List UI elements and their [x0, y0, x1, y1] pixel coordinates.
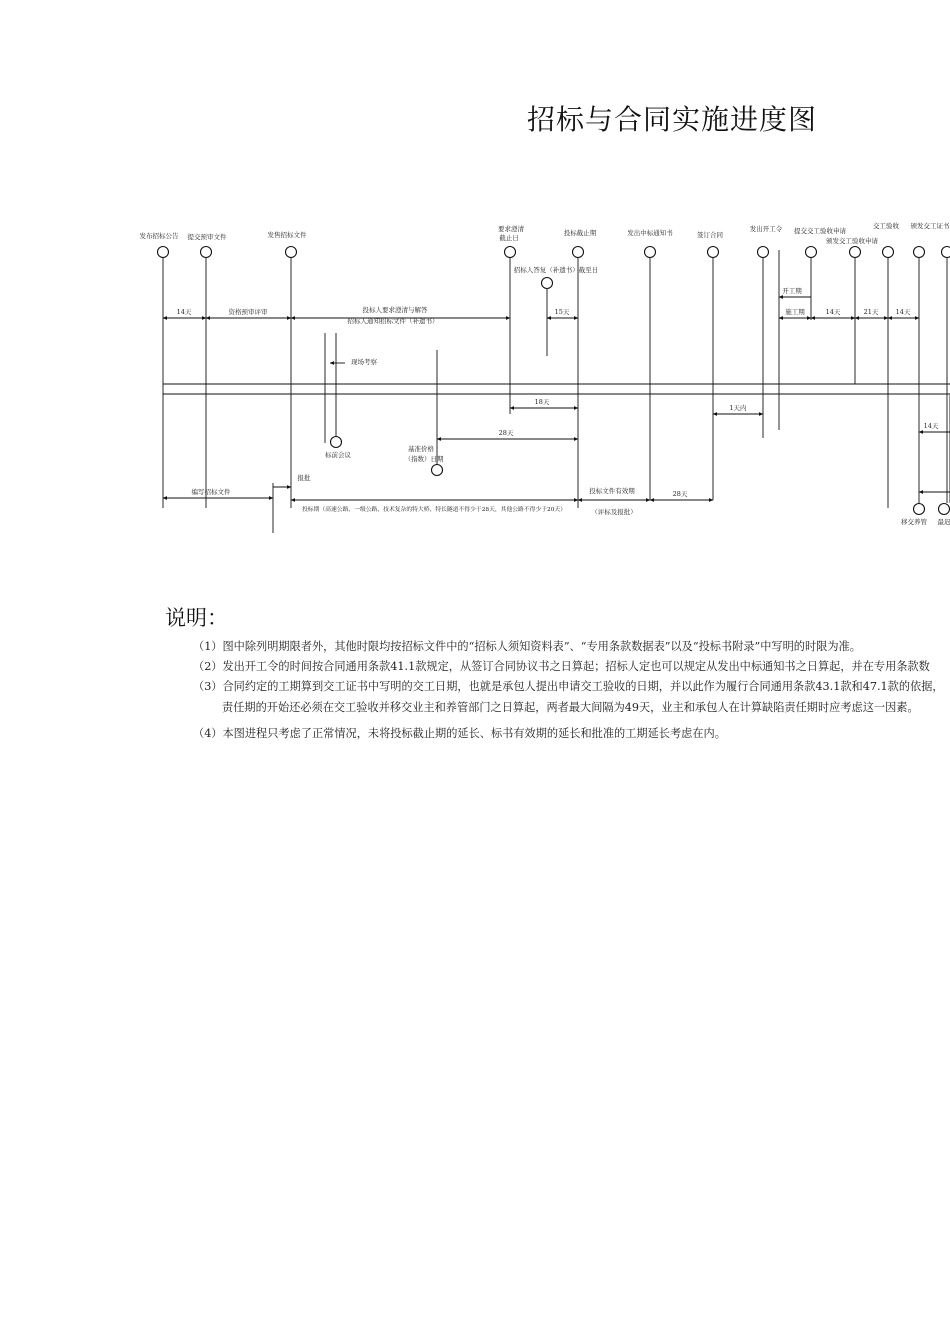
label-bid-deadline: 投标截止期	[563, 229, 597, 237]
label-meeting: 标前会议	[325, 451, 351, 459]
label-clarify-1: 投标人要求澄清与解答	[362, 306, 428, 314]
label-kaigong: 开工期	[782, 287, 802, 295]
label-completion-apply: 提交交工验收申请	[794, 227, 846, 235]
label-d28b: 28天	[672, 490, 688, 498]
label-d1: 1天内	[729, 404, 747, 412]
note-2: （2）发出开工令的时间按合同通用条款41.1款规定，从签订合同协议书之日算起；招标人定也可以规定从发出中标通知书之日算起，并在专用条款数	[193, 660, 930, 673]
label-approve: 报批	[297, 474, 311, 482]
event-verticals	[163, 250, 950, 533]
label-d21: 21天	[863, 308, 879, 316]
label-d14c: 14天	[895, 308, 911, 316]
note-3-cont: 责任期的开始还必须在交工验收并移交业主和养管部门之日算起，两者最大间隔为49天，业主和承包人在计算缺陷责任期时应考虑这一因素。	[222, 701, 919, 714]
label-d15: 15天	[554, 308, 570, 316]
label-clarify-notice: 招标人答复（补遗书）截至日	[513, 266, 599, 274]
label-validity: 投标文件有效期	[589, 487, 635, 495]
label-publish-notice: 发布招标公告	[139, 232, 179, 240]
label-d14b: 14天	[825, 308, 841, 316]
label-acceptance: 交工验收	[873, 222, 899, 230]
label-last: 最迟	[937, 518, 950, 526]
label-prequal: 资格预审评审	[228, 308, 268, 316]
label-start-order: 发出开工令	[749, 225, 783, 233]
label-handover: 移交养管	[901, 518, 927, 526]
label-completion-issue: 颁发交工验收申请	[826, 237, 878, 245]
label-completion-cert: 颁发交工证书	[910, 222, 950, 230]
label-evaluation: （评标及报批）	[591, 508, 637, 516]
label-shigong: 施工期	[785, 308, 805, 316]
page-title: 招标与合同实施进度图	[527, 103, 818, 136]
schedule-diagram	[0, 0, 950, 560]
interval-arrows	[163, 297, 950, 500]
label-sign-contract: 签订合同	[697, 231, 723, 239]
note-3: （3）合同约定的工期算到交工证书中写明的交工日期，也就是承包人提出申请交工验收的日期，并以此作为履行合同通用条款43.1款和47.1款的依据，	[193, 680, 944, 693]
label-d14d: 14天	[923, 422, 939, 430]
label-clarify-2: 招标人通知招标文件（补遗书）	[347, 317, 439, 325]
label-d14a: 14天	[176, 308, 192, 316]
label-basedate-2: （指数）日期	[404, 455, 444, 463]
label-award-notice: 发出中标通知书	[627, 229, 673, 237]
label-clarify-deadline: 截止日	[499, 234, 519, 242]
label-site-visit: 现场考察	[351, 358, 377, 366]
label-prepare: 编写招标文件	[191, 488, 231, 496]
label-submit-prequal: 提交预审文件	[187, 233, 227, 241]
notes-heading: 说明：	[165, 606, 228, 630]
note-4: （4）本图进程只考虑了正常情况，未将投标截止期的延长、标书有效期的延长和批准的工期延长考虑在内。	[193, 727, 726, 740]
event-markers	[158, 247, 950, 515]
label-bid-period: 投标期（高速公路、一级公路、技术复杂的特大桥、特长隧道不得少于28天，其他公路不得少于20天）	[301, 507, 567, 513]
label-clarify-request: 要求澄清	[498, 225, 524, 233]
note-1: （1）图中除列明期限者外，其他时限均按招标文件中的“招标人须知资料表”、“专用条款数据表”以及“投标书附录”中写明的时限为准。	[193, 640, 861, 653]
label-d18: 18天	[534, 398, 550, 406]
label-basedate-1: 基准价格	[408, 445, 434, 453]
label-d28a: 28天	[498, 429, 514, 437]
label-sell-docs: 发售招标文件	[267, 231, 307, 239]
